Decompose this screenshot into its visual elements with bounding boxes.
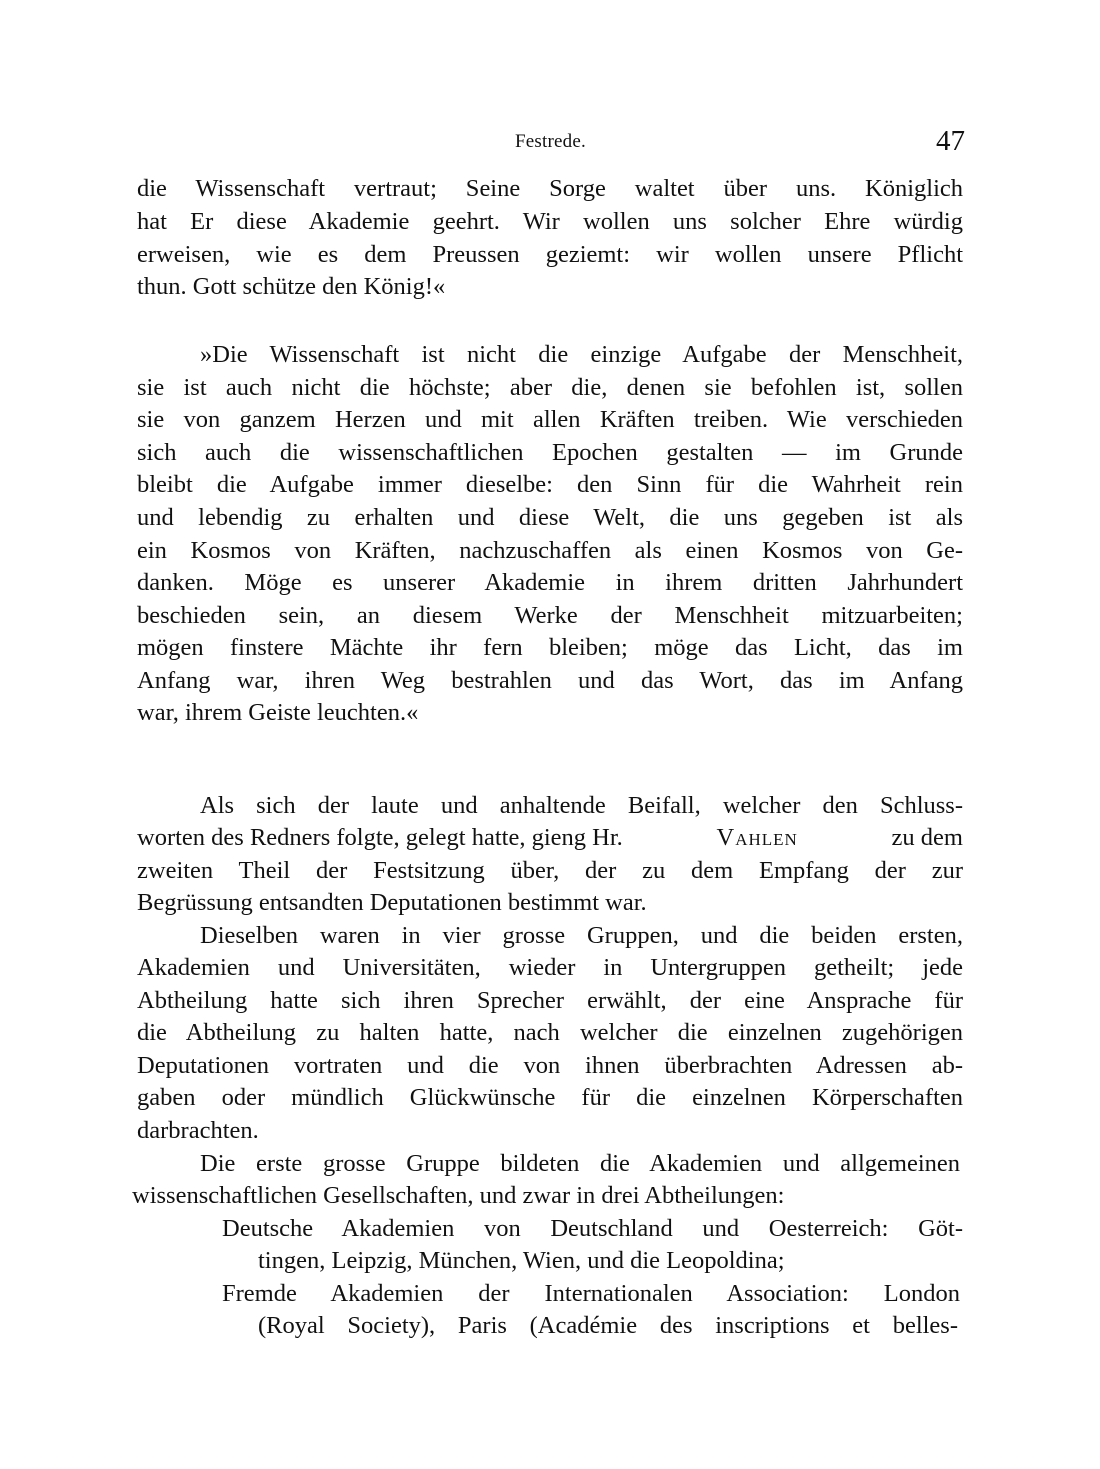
text-line: sich auch die wissenschaftlichen Epochen gestalten — im Grunde [137, 439, 963, 466]
text-line: sie von ganzem Herzen und mit allen Kräften treiben. Wie verschieden [137, 406, 963, 433]
text-line: bleibt die Aufgabe immer dieselbe: den Sinn für die Wahrheit rein [137, 471, 963, 498]
running-header: Festrede. [515, 131, 586, 152]
text-line: und lebendig zu erhalten und diese Welt, die uns gegeben ist als [137, 504, 963, 531]
text-line: Deutsche Akademien von Deutschland und Oesterreich: Göt- [222, 1215, 963, 1242]
text-line: wissenschaftlichen Gesellschaften, und zwar in drei Abtheilungen: [132, 1182, 785, 1209]
text-line: Dieselben waren in vier grosse Gruppen, und die beiden ersten, [200, 922, 963, 949]
text-line: hat Er diese Akademie geehrt. Wir wollen uns solcher Ehre würdig [137, 208, 963, 235]
text-line: (Royal Society), Paris (Académie des inscriptions et belles- [258, 1312, 958, 1339]
text-line: sie ist auch nicht die höchste; aber die, denen sie befohlen ist, sollen [137, 374, 963, 401]
text-line: die Abtheilung zu halten hatte, nach welcher die einzelnen zugehörigen [137, 1019, 963, 1046]
text-line: gaben oder mündlich Glückwünsche für die einzelnen Körperschaften [137, 1084, 963, 1111]
text-line: Die erste grosse Gruppe bildeten die Akademien und allgemeinen [200, 1150, 960, 1177]
text-line: Deputationen vortraten und die von ihnen überbrachten Adressen ab- [137, 1052, 963, 1079]
text-line: Abtheilung hatte sich ihren Sprecher erwählt, der eine Ansprache für [137, 987, 963, 1014]
text-line: Begrüssung entsandten Deputationen bestimmt war. [137, 889, 647, 916]
text-line: mögen finstere Mächte ihr fern bleiben; möge das Licht, das im [137, 634, 963, 661]
text-line: beschieden sein, an diesem Werke der Menschheit mitzuarbeiten; [137, 602, 963, 629]
page-number: 47 [936, 125, 965, 157]
text-line: tingen, Leipzig, München, Wien, und die Leopoldina; [258, 1247, 785, 1274]
person-name: Vahlen [716, 824, 798, 851]
text-line: »Die Wissenschaft ist nicht die einzige Aufgabe der Menschheit, [200, 341, 963, 368]
text-line: thun. Gott schütze den König!« [137, 273, 446, 300]
text-line: ein Kosmos von Kräften, nachzuschaffen als einen Kosmos von Ge- [137, 537, 963, 564]
text-segment: worten des Redners folgte, gelegt hatte, gieng Hr. [137, 824, 623, 851]
text-line: Als sich der laute und anhaltende Beifall, welcher den Schluss- [200, 792, 963, 819]
text-line: zweiten Theil der Festsitzung über, der zu dem Empfang der zur [137, 857, 963, 884]
text-line: danken. Möge es unserer Akademie in ihrem dritten Jahrhundert [137, 569, 963, 596]
text-line: darbrachten. [137, 1117, 259, 1144]
text-line: Fremde Akademien der Internationalen Association: London [222, 1280, 960, 1307]
text-line [137, 823, 963, 853]
text-line: Anfang war, ihren Weg bestrahlen und das Wort, das im Anfang [137, 667, 963, 694]
text-line: war, ihrem Geiste leuchten.« [137, 699, 419, 726]
text-segment: zu dem [891, 824, 963, 851]
text-line: Akademien und Universitäten, wieder in Untergruppen getheilt; jede [137, 954, 963, 981]
text-line: erweisen, wie es dem Preussen geziemt: wir wollen unsere Pflicht [137, 241, 963, 268]
text-line: die Wissenschaft vertraut; Seine Sorge waltet über uns. Königlich [137, 175, 963, 202]
